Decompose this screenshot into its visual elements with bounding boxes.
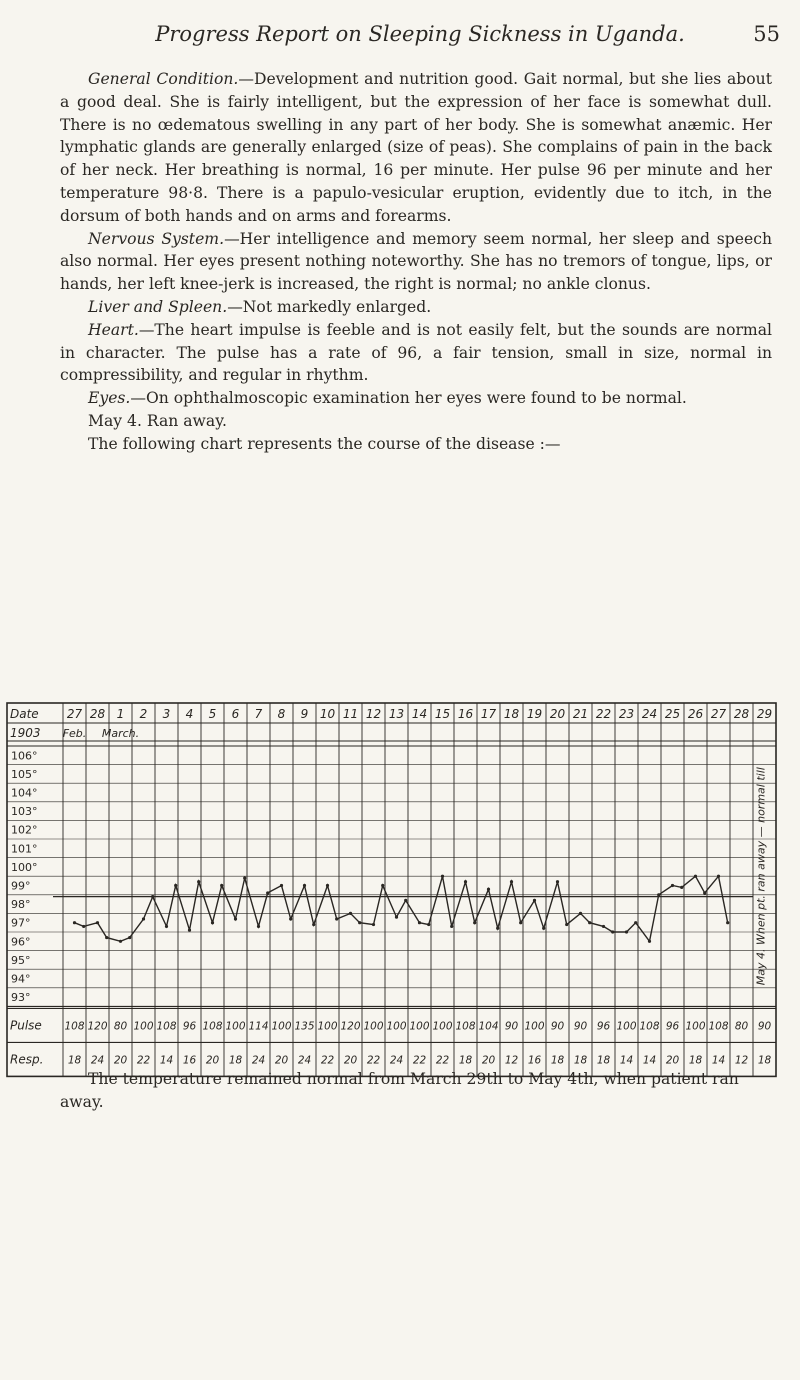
temperature-point bbox=[634, 921, 637, 924]
pulse-row-label: Pulse bbox=[10, 1018, 42, 1033]
date-label: 5 bbox=[208, 707, 217, 721]
paragraph bbox=[60, 296, 772, 319]
temperature-point bbox=[441, 875, 444, 878]
temperature-point bbox=[473, 921, 476, 924]
date-label: 29 bbox=[756, 707, 773, 721]
pulse-value: 96 bbox=[596, 1020, 611, 1033]
temperature-point bbox=[565, 923, 568, 926]
pulse-value: 90 bbox=[573, 1020, 588, 1033]
temperature-point bbox=[96, 921, 99, 924]
resp-value: 18 bbox=[550, 1054, 565, 1067]
paragraph-text: —On ophthalmoscopic examination her eyes were found to be normal. bbox=[130, 389, 687, 408]
pulse-value: 108 bbox=[64, 1020, 85, 1033]
year-row-label: 1903 bbox=[10, 726, 41, 740]
pulse-value: 80 bbox=[113, 1020, 128, 1033]
resp-value: 18 bbox=[228, 1054, 243, 1067]
temperature-point bbox=[326, 884, 329, 887]
date-label: 10 bbox=[319, 707, 336, 721]
report-body bbox=[60, 68, 772, 456]
date-label: 8 bbox=[277, 707, 286, 721]
temperature-point bbox=[533, 899, 536, 902]
resp-value: 20 bbox=[343, 1054, 358, 1067]
temperature-point bbox=[671, 884, 674, 887]
temperature-point bbox=[289, 917, 292, 920]
resp-value: 24 bbox=[90, 1054, 105, 1067]
y-tick-label: 106° bbox=[11, 749, 38, 763]
resp-value: 14 bbox=[711, 1054, 726, 1067]
temperature-point bbox=[335, 917, 338, 920]
paragraph-text: —Her intelligence and memory seem normal, her sleep and speech also normal. Her eyes present nothing noteworthy. She has no tremors of tongue, lips, or hands, her left knee-jerk is increased, the right is normal; no ankle clonus. bbox=[60, 229, 772, 294]
pulse-value: 108 bbox=[639, 1020, 660, 1033]
date-label: 20 bbox=[549, 707, 566, 721]
y-tick-label: 99° bbox=[11, 879, 31, 893]
date-label: 27 bbox=[710, 707, 727, 721]
closing-paragraph: The temperature remained normal from March 29th to May 4th, when patient ran away. bbox=[60, 1070, 739, 1111]
temperature-point bbox=[602, 925, 605, 928]
resp-value: 18 bbox=[573, 1054, 588, 1067]
pulse-value: 90 bbox=[550, 1020, 565, 1033]
resp-value: 24 bbox=[251, 1054, 266, 1067]
resp-value: 16 bbox=[182, 1054, 197, 1067]
temperature-point bbox=[588, 921, 591, 924]
pulse-value: 120 bbox=[87, 1020, 108, 1033]
temperature-chart bbox=[5, 695, 773, 1067]
pulse-value: 96 bbox=[182, 1020, 197, 1033]
y-tick-label: 93° bbox=[11, 991, 31, 1005]
paragraph-heading: General Condition. bbox=[88, 70, 239, 88]
closing-text bbox=[60, 1068, 772, 1114]
pulse-value: 100 bbox=[271, 1020, 292, 1033]
temperature-point bbox=[220, 884, 223, 887]
date-label: 2 bbox=[139, 707, 148, 721]
pulse-value: 90 bbox=[757, 1020, 772, 1033]
date-label: 28 bbox=[733, 707, 750, 721]
temperature-point bbox=[703, 891, 706, 894]
date-label: 6 bbox=[231, 707, 240, 721]
resp-row-label: Resp. bbox=[10, 1052, 44, 1067]
temperature-point bbox=[427, 923, 430, 926]
pulse-value: 80 bbox=[734, 1020, 749, 1033]
pulse-value: 114 bbox=[248, 1020, 269, 1033]
resp-value: 20 bbox=[665, 1054, 680, 1067]
ran-away-annotation: May 4. When pt. ran away — normal till bbox=[754, 767, 768, 986]
temperature-point bbox=[174, 884, 177, 887]
temperature-point bbox=[510, 880, 513, 883]
paragraph-heading: Heart. bbox=[88, 320, 139, 339]
temperature-point bbox=[188, 929, 191, 932]
date-label: 23 bbox=[618, 707, 635, 721]
pulse-value: 100 bbox=[616, 1020, 637, 1033]
pulse-value: 108 bbox=[156, 1020, 177, 1033]
pulse-value: 108 bbox=[455, 1020, 476, 1033]
resp-value: 14 bbox=[159, 1054, 174, 1067]
paragraph-text: —The heart impulse is feeble and is not easily felt, but the sounds are normal in character. The pulse has a rate of 96, a fair tension, small in size, normal in compressibility, and regular in rhythm. bbox=[60, 320, 772, 385]
temperature-point bbox=[266, 891, 269, 894]
resp-value: 20 bbox=[205, 1054, 220, 1067]
y-tick-label: 97° bbox=[11, 916, 31, 930]
pulse-value: 96 bbox=[665, 1020, 680, 1033]
date-label: 12 bbox=[365, 707, 382, 721]
paragraph-heading: Nervous System. bbox=[88, 229, 225, 248]
temperature-point bbox=[625, 930, 628, 933]
temperature-point bbox=[257, 925, 260, 928]
date-label: 19 bbox=[526, 707, 543, 721]
temperature-point bbox=[105, 936, 108, 939]
y-tick-label: 95° bbox=[11, 953, 31, 967]
paragraph-text: The following chart represents the course of the disease :— bbox=[88, 434, 561, 453]
temperature-series-line bbox=[75, 876, 728, 941]
temperature-point bbox=[694, 875, 697, 878]
temperature-point bbox=[381, 884, 384, 887]
pulse-value: 100 bbox=[409, 1020, 430, 1033]
date-row-label: Date bbox=[10, 707, 39, 721]
y-tick-label: 105° bbox=[11, 767, 38, 781]
date-label: 17 bbox=[480, 707, 497, 721]
paragraph-text: May 4. Ran away. bbox=[88, 411, 227, 430]
temperature-point bbox=[519, 921, 522, 924]
paragraph-text: —Development and nutrition good. Gait normal, but she lies about a good deal. She is fairly intelligent, but the expression of her face is somewhat dull. There is no œdematous swelling in any part of her body. She is somewhat anæmic. Her lymphatic glands are generally enlarged (size of peas). She complains of pain in the back of her neck. Her breathing is normal, 16 per minute. Her pulse 96 per minute and her temperature 98·8. There is a papulo-vesicular eruption, evidently due to itch, in the dorsum of both hands and on arms and forearms. bbox=[60, 70, 772, 225]
temperature-point bbox=[358, 921, 361, 924]
paragraph-heading: Eyes. bbox=[88, 389, 131, 408]
resp-value: 24 bbox=[389, 1054, 404, 1067]
resp-value: 18 bbox=[596, 1054, 611, 1067]
pulse-value: 108 bbox=[202, 1020, 223, 1033]
temperature-point bbox=[611, 930, 614, 933]
temperature-point bbox=[82, 925, 85, 928]
resp-value: 22 bbox=[136, 1054, 151, 1067]
paragraph bbox=[60, 319, 772, 387]
paragraph bbox=[60, 387, 772, 410]
y-tick-label: 98° bbox=[11, 898, 31, 912]
pulse-value: 100 bbox=[225, 1020, 246, 1033]
date-label: 15 bbox=[434, 707, 451, 721]
date-label: 21 bbox=[572, 707, 589, 721]
temperature-point bbox=[211, 921, 214, 924]
date-label: 14 bbox=[411, 707, 428, 721]
month-label-march: March. bbox=[101, 727, 140, 740]
temperature-point bbox=[487, 888, 490, 891]
temperature-point bbox=[119, 940, 122, 943]
pulse-value: 120 bbox=[340, 1020, 361, 1033]
date-label: 7 bbox=[254, 707, 263, 721]
date-label: 27 bbox=[66, 707, 83, 721]
y-tick-label: 100° bbox=[11, 860, 38, 874]
temperature-point bbox=[312, 923, 315, 926]
date-label: 28 bbox=[89, 707, 106, 721]
y-tick-label: 103° bbox=[11, 805, 38, 819]
pulse-value: 100 bbox=[133, 1020, 154, 1033]
temperature-point bbox=[556, 880, 559, 883]
running-title: Progress Report on Sleeping Sickness in Uganda. bbox=[155, 22, 685, 46]
paragraph bbox=[60, 410, 772, 433]
y-tick-label: 94° bbox=[11, 972, 31, 986]
temperature-point bbox=[496, 927, 499, 930]
pulse-value: 100 bbox=[363, 1020, 384, 1033]
pulse-value: 108 bbox=[708, 1020, 729, 1033]
resp-value: 18 bbox=[757, 1054, 772, 1067]
resp-value: 12 bbox=[734, 1054, 749, 1067]
temperature-point bbox=[165, 925, 168, 928]
resp-value: 16 bbox=[527, 1054, 542, 1067]
date-label: 18 bbox=[503, 707, 520, 721]
resp-value: 14 bbox=[619, 1054, 634, 1067]
date-label: 13 bbox=[388, 707, 405, 721]
temperature-point bbox=[197, 880, 200, 883]
temperature-point bbox=[542, 927, 545, 930]
temperature-point bbox=[234, 917, 237, 920]
temperature-point bbox=[151, 895, 154, 898]
resp-value: 18 bbox=[688, 1054, 703, 1067]
temperature-point bbox=[349, 912, 352, 915]
temperature-point bbox=[372, 923, 375, 926]
pulse-value: 135 bbox=[294, 1020, 315, 1033]
resp-value: 18 bbox=[67, 1054, 82, 1067]
temperature-point bbox=[657, 893, 660, 896]
resp-value: 20 bbox=[274, 1054, 289, 1067]
y-tick-label: 96° bbox=[11, 935, 31, 949]
temperature-point bbox=[142, 917, 145, 920]
temperature-point bbox=[680, 886, 683, 889]
pulse-value: 104 bbox=[478, 1020, 499, 1033]
temperature-point bbox=[648, 940, 651, 943]
date-label: 22 bbox=[595, 707, 612, 721]
date-label: 9 bbox=[300, 707, 309, 721]
temperature-point bbox=[404, 899, 407, 902]
pulse-value: 100 bbox=[317, 1020, 338, 1033]
temperature-point bbox=[717, 875, 720, 878]
paragraph bbox=[60, 228, 772, 296]
resp-value: 22 bbox=[412, 1054, 427, 1067]
page-header bbox=[60, 22, 780, 56]
resp-value: 22 bbox=[366, 1054, 381, 1067]
resp-value: 22 bbox=[320, 1054, 335, 1067]
pulse-value: 100 bbox=[685, 1020, 706, 1033]
paragraph-text: —Not markedly enlarged. bbox=[227, 297, 432, 316]
date-label: 26 bbox=[687, 707, 704, 721]
resp-value: 24 bbox=[297, 1054, 312, 1067]
date-label: 16 bbox=[457, 707, 474, 721]
temperature-point bbox=[128, 936, 131, 939]
date-label: 11 bbox=[342, 707, 359, 721]
temperature-point bbox=[73, 921, 76, 924]
temperature-point bbox=[395, 916, 398, 919]
temperature-point bbox=[243, 876, 246, 879]
date-label: 1 bbox=[116, 707, 125, 721]
pulse-value: 100 bbox=[524, 1020, 545, 1033]
temperature-point bbox=[280, 884, 283, 887]
resp-value: 20 bbox=[481, 1054, 496, 1067]
paragraph bbox=[60, 433, 772, 456]
y-tick-label: 101° bbox=[11, 842, 38, 856]
date-label: 4 bbox=[185, 707, 194, 721]
chart-canvas bbox=[5, 695, 773, 1067]
temperature-point bbox=[726, 921, 729, 924]
paragraph-heading: Liver and Spleen. bbox=[88, 297, 228, 316]
date-label: 24 bbox=[641, 707, 658, 721]
temperature-point bbox=[303, 884, 306, 887]
pulse-value: 100 bbox=[432, 1020, 453, 1033]
temperature-point bbox=[464, 880, 467, 883]
temperature-point bbox=[579, 912, 582, 915]
date-label: 25 bbox=[664, 707, 681, 721]
resp-value: 20 bbox=[113, 1054, 128, 1067]
paragraph bbox=[60, 68, 772, 228]
resp-value: 22 bbox=[435, 1054, 450, 1067]
resp-value: 14 bbox=[642, 1054, 657, 1067]
page-number: 55 bbox=[753, 22, 780, 46]
pulse-value: 90 bbox=[504, 1020, 519, 1033]
resp-value: 12 bbox=[504, 1054, 519, 1067]
resp-value: 18 bbox=[458, 1054, 473, 1067]
y-tick-label: 104° bbox=[11, 786, 38, 800]
temperature-point bbox=[450, 925, 453, 928]
temperature-point bbox=[418, 921, 421, 924]
month-label-feb: Feb. bbox=[62, 727, 87, 740]
date-label: 3 bbox=[162, 707, 171, 721]
pulse-value: 100 bbox=[386, 1020, 407, 1033]
y-tick-label: 102° bbox=[11, 823, 38, 837]
